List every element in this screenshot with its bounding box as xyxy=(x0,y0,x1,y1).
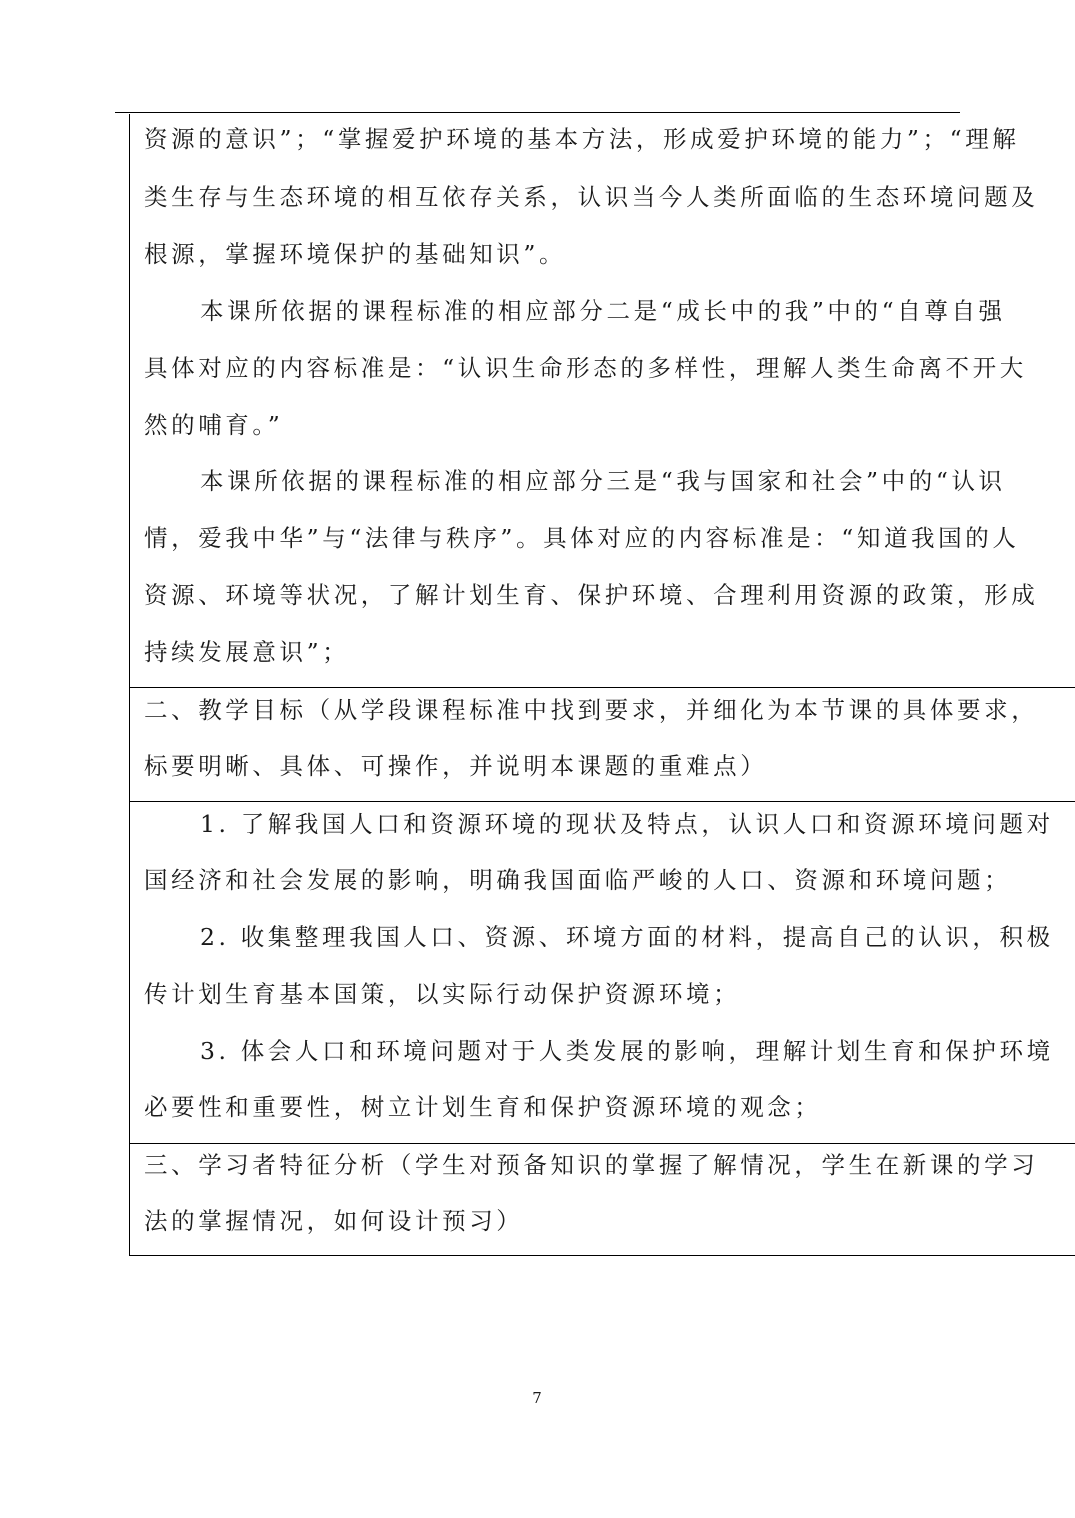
text-line: 持续发展意识”； xyxy=(144,638,350,666)
lesson-plan-table xyxy=(129,114,1075,1256)
text-line: 必要性和重要性，树立计划生育和保护资源环境的观念； xyxy=(144,1093,822,1121)
section-heading-teaching-goals: 二、教学目标（从学段课程标准中找到要求，并细化为本节课的具体要求， xyxy=(144,696,1039,724)
header-rule xyxy=(115,112,960,113)
goal-item-1: 1. 了解我国人口和资源环境的现状及特点，认识人口和资源环境问题对 xyxy=(200,810,1054,838)
text-line: 具体对应的内容标准是：“认识生命形态的多样性，理解人类生命离不开大 xyxy=(144,354,1027,382)
text-line: 资源的意识”；“掌握爱护环境的基本方法，形成爱护环境的能力”；“理解 xyxy=(144,125,1020,153)
goal-item-2: 2. 收集整理我国人口、资源、环境方面的材料，提高自己的认识，积极 xyxy=(200,923,1054,951)
text-line: 国经济和社会发展的影响，明确我国面临严峻的人口、资源和环境问题； xyxy=(144,866,1012,894)
section-heading-learner-analysis: 三、学习者特征分析（学生对预备知识的掌握了解情况，学生在新课的学习 xyxy=(144,1151,1039,1179)
text-line: 本课所依据的课程标准的相应部分三是“我与国家和社会”中的“认识 xyxy=(200,467,1006,495)
section-heading-learner-analysis-cont: 法的掌握情况，如何设计预习） xyxy=(144,1207,524,1235)
text-line: 根源，掌握环境保护的基础知识”。 xyxy=(144,240,567,268)
cell-teaching-goals xyxy=(130,802,1075,1144)
text-line: 传计划生育基本国策，以实际行动保护资源环境； xyxy=(144,980,741,1008)
goal-item-3: 3. 体会人口和环境问题对于人类发展的影响，理解计划生育和保护环境 xyxy=(200,1037,1054,1065)
page-number: 7 xyxy=(532,1389,542,1407)
cell-goals-heading xyxy=(130,688,1075,802)
text-line: 本课所依据的课程标准的相应部分二是“成长中的我”中的“自尊自强 xyxy=(200,297,1006,325)
cell-learner-analysis-heading xyxy=(130,1144,1075,1256)
section-heading-teaching-goals-cont: 标要明晰、具体、可操作，并说明本课题的重难点） xyxy=(144,752,768,780)
text-line: 类生存与生态环境的相互依存关系，认识当今人类所面临的生态环境问题及 xyxy=(144,183,1039,211)
cell-curriculum-standards xyxy=(130,114,1075,688)
text-line: 资源、环境等状况，了解计划生育、保护环境、合理利用资源的政策，形成 xyxy=(144,581,1039,609)
text-line: 然的哺育。” xyxy=(144,411,284,439)
text-line: 情，爱我中华”与“法律与秩序”。具体对应的内容标准是：“知道我国的人 xyxy=(144,524,1020,552)
